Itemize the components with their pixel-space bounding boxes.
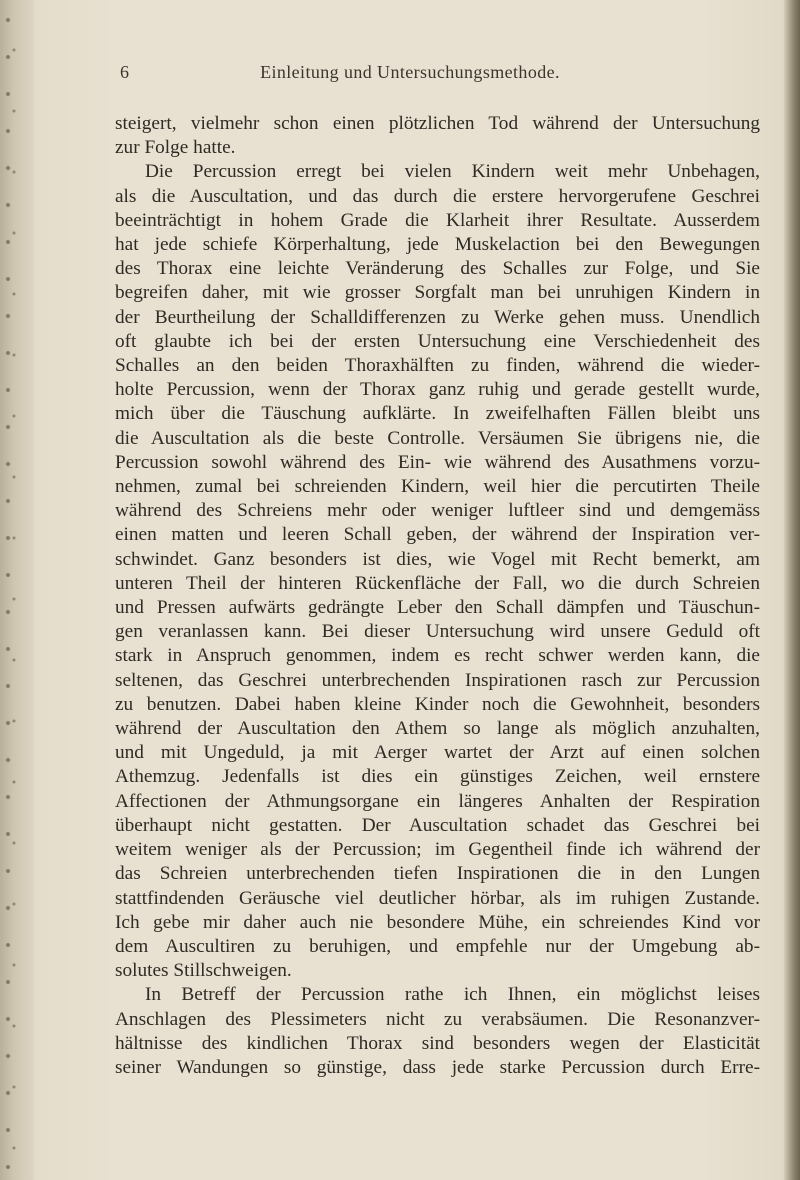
text-line: weitem weniger als der Percussion; im Gegentheil finde ich während der [115,839,760,861]
text-line: unteren Theil der hinteren Rückenfläche der Fall, wo die durch Schreien [115,572,760,594]
text-line: hat jede schiefe Körperhaltung, jede Muskelaction bei den Bewegungen [115,234,760,256]
text-line: mich über die Täuschung aufklärte. In zweifelhaften Fällen bleibt uns [115,403,760,425]
text-line: seltenen, das Geschrei unterbrechenden Inspirationen rasch zur Percussion [115,669,760,691]
text-line: seiner Wandungen so günstige, dass jede starke Percussion durch Erre- [115,1056,760,1078]
text-line: hältnisse des kindlichen Thorax sind besonders wegen der Elasticität [115,1032,760,1054]
text-line: der Beurtheilung der Schalldifferenzen zu Werke gehen muss. Unendlich [115,306,760,328]
text-line: Schalles an den beiden Thoraxhälften zu finden, während die wieder- [115,355,760,377]
text-line: stark in Anspruch genommen, indem es recht schwer werden kann, die [115,645,760,667]
text-line: Affectionen der Athmungsorgane ein längeres Anhalten der Respiration [115,790,760,812]
page-right-edge [784,0,800,1180]
text-line: schwindet. Ganz besonders ist dies, wie Vogel mit Recht bemerkt, am [115,548,760,570]
text-line: des Thorax eine leichte Veränderung des Schalles zur Folge, und Sie [115,258,760,280]
text-line: beeinträchtigt in hohem Grade die Klarheit ihrer Resultate. Ausserdem [115,209,760,231]
text-line: Anschlagen des Plessimeters nicht zu verabsäumen. Die Resonanzver- [115,1008,760,1030]
text-line: holte Percussion, wenn der Thorax ganz ruhig und gerade gestellt wurde, [115,379,760,401]
body-text [115,112,760,1080]
text-line: oft glaubte ich bei der ersten Untersuchung eine Verschiedenheit des [115,330,760,352]
text-line: Ich gebe mir daher auch nie besondere Mühe, ein schreiendes Kind vor [115,911,760,933]
paragraph-start-line: In Betreff der Percussion rathe ich Ihnen, ein möglichst leises [145,984,760,1006]
text-line: einen matten und leeren Schall geben, der während der Inspiration ver- [115,524,760,546]
text-line: gen veranlassen kann. Bei dieser Untersuchung wird unsere Geduld oft [115,621,760,643]
text-line: stattfindenden Geräusche viel deutlicher hörbar, als im ruhigen Zustande. [115,887,760,909]
text-line: steigert, vielmehr schon einen plötzlichen Tod während der Untersuchung [115,113,760,134]
text-line: begreifen daher, mit wie grosser Sorgfalt man bei unruhigen Kindern in [115,282,760,304]
page-header [120,62,700,86]
text-line: solutes Stillschweigen. [115,960,292,982]
text-line: und Pressen aufwärts gedrängte Leber den Schall dämpfen und Täuschun- [115,597,760,619]
binding-specks [0,0,34,1180]
text-line: Percussion sowohl während des Ein- wie während des Ausathmens vorzu- [115,451,760,473]
text-line: überhaupt nicht gestatten. Der Auscultation schadet das Geschrei bei [115,814,760,836]
running-head: Einleitung und Untersuchungsmethode. [260,62,560,82]
text-line: zur Folge hatte. [115,137,236,159]
text-line: Athemzug. Jedenfalls ist dies ein günstiges Zeichen, weil ernstere [115,766,760,788]
text-line: und mit Ungeduld, ja mit Aerger wartet der Arzt auf einen solchen [115,742,760,764]
text-line: während der Auscultation den Athem so lange als möglich anzuhalten, [115,718,760,740]
text-line: die Auscultation als die beste Controlle. Versäumen Sie übrigens nie, die [115,427,760,449]
text-line: während des Schreiens mehr oder weniger luftleer sind und demgemäss [115,500,760,522]
paragraph-start-line: Die Percussion erregt bei vielen Kindern weit mehr Unbehagen, [145,161,760,183]
text-line: zu benutzen. Dabei haben kleine Kinder noch die Gewohnheit, besonders [115,693,760,715]
text-line: das Schreien unterbrechenden tiefen Inspirationen die in den Lungen [115,863,760,885]
page-number: 6 [120,62,129,82]
text-line: als die Auscultation, und das durch die erstere hervorgerufene Geschrei [115,185,760,207]
text-line: dem Auscultiren zu beruhigen, und empfehle nur der Umgebung ab- [115,935,760,957]
text-line: nehmen, zumal bei schreienden Kindern, weil hier die percutirten Theile [115,476,760,498]
